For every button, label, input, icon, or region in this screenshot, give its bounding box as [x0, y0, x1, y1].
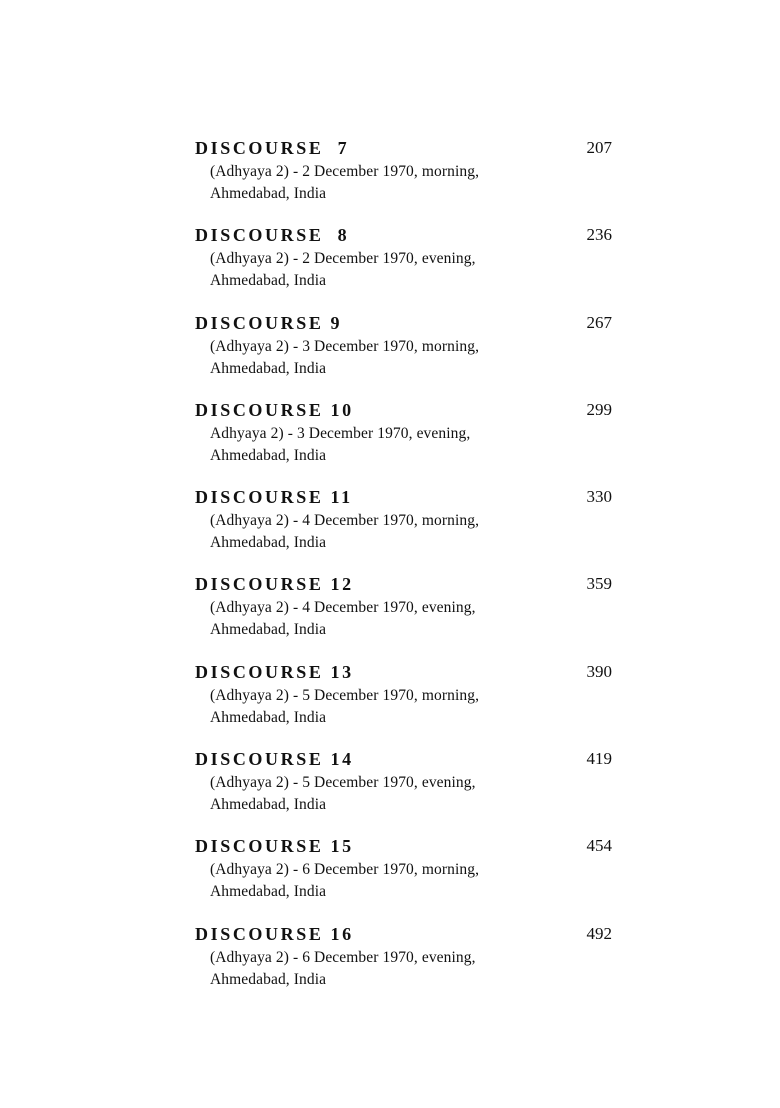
toc-entry-place-line: Ahmedabad, India: [210, 621, 327, 639]
toc-entry-page-number: 390: [586, 661, 612, 681]
toc-entry-page-number: 236: [586, 225, 612, 245]
toc-entry-heading: DISCOURSE 12: [195, 574, 354, 595]
toc-entry-heading: DISCOURSE 13: [195, 661, 354, 682]
toc-entry-page-number: 207: [586, 138, 612, 157]
toc-entry-heading: DISCOURSE 9: [195, 312, 343, 333]
toc-entry-detail: [210, 597, 615, 641]
toc-entry-detail: [210, 947, 615, 991]
toc-entry-date-line: (Adhyaya 2) - 2 December 1970, evening,: [210, 250, 476, 268]
toc-entry-page-number: 330: [586, 487, 612, 507]
toc-entry-date-line: Adhyaya 2) - 3 December 1970, evening,: [210, 424, 471, 442]
toc-entry-detail: [210, 248, 615, 292]
table-of-contents: [195, 138, 615, 1011]
toc-entry-detail: [210, 772, 615, 816]
toc-entry-heading: DISCOURSE 11: [195, 487, 353, 508]
toc-entry-discourse-16[interactable]: [195, 924, 615, 1011]
toc-entry-place-line: Ahmedabad, India: [210, 708, 327, 726]
toc-entry-detail: [210, 859, 615, 903]
toc-entry-page-number: 419: [586, 749, 612, 769]
toc-entry-page-number: 492: [586, 923, 612, 943]
toc-entry-detail: [210, 510, 615, 554]
toc-entry-page-number: 359: [586, 574, 612, 594]
toc-entry-date-line: (Adhyaya 2) - 5 December 1970, evening,: [210, 774, 476, 792]
toc-entry-discourse-7[interactable]: [195, 138, 615, 225]
toc-entry-discourse-12[interactable]: [195, 574, 615, 661]
toc-entry-place-line: Ahmedabad, India: [210, 970, 327, 988]
toc-entry-detail: [210, 161, 615, 205]
toc-entry-date-line: (Adhyaya 2) - 4 December 1970, morning,: [210, 512, 480, 530]
toc-entry-discourse-8[interactable]: [195, 225, 615, 312]
toc-entry-heading: DISCOURSE 8: [195, 225, 350, 246]
toc-entry-discourse-11[interactable]: [195, 487, 615, 574]
toc-entry-page-number: 454: [586, 836, 612, 856]
toc-entry-heading: DISCOURSE 7: [195, 138, 350, 158]
toc-entry-discourse-15[interactable]: [195, 836, 615, 923]
toc-entry-date-line: (Adhyaya 2) - 3 December 1970, morning,: [210, 337, 480, 355]
toc-entry-detail: [210, 423, 615, 467]
toc-entry-place-line: Ahmedabad, India: [210, 272, 327, 290]
toc-entry-date-line: (Adhyaya 2) - 4 December 1970, evening,: [210, 599, 476, 617]
toc-entry-detail: [210, 685, 615, 729]
toc-entry-heading: DISCOURSE 15: [195, 836, 354, 857]
toc-entry-place-line: Ahmedabad, India: [210, 534, 327, 552]
toc-entry-date-line: (Adhyaya 2) - 6 December 1970, evening,: [210, 948, 476, 966]
toc-entry-date-line: (Adhyaya 2) - 6 December 1970, morning,: [210, 861, 480, 879]
toc-entry-discourse-9[interactable]: [195, 313, 615, 400]
toc-entry-place-line: Ahmedabad, India: [210, 883, 327, 901]
toc-entry-detail: [210, 336, 615, 380]
toc-entry-heading: DISCOURSE 16: [195, 923, 354, 944]
toc-entry-discourse-10[interactable]: [195, 400, 615, 487]
toc-entry-date-line: (Adhyaya 2) - 2 December 1970, morning,: [210, 163, 480, 180]
toc-entry-place-line: Ahmedabad, India: [210, 185, 327, 202]
toc-entry-page-number: 299: [586, 399, 612, 419]
toc-entry-place-line: Ahmedabad, India: [210, 796, 327, 814]
toc-entry-heading: DISCOURSE 10: [195, 399, 354, 420]
toc-entry-place-line: Ahmedabad, India: [210, 359, 327, 377]
toc-entry-discourse-14[interactable]: [195, 749, 615, 836]
toc-entry-date-line: (Adhyaya 2) - 5 December 1970, morning,: [210, 686, 480, 704]
toc-entry-page-number: 267: [586, 312, 612, 332]
toc-entry-place-line: Ahmedabad, India: [210, 446, 327, 464]
toc-entry-heading: DISCOURSE 14: [195, 749, 354, 770]
toc-entry-discourse-13[interactable]: [195, 662, 615, 749]
